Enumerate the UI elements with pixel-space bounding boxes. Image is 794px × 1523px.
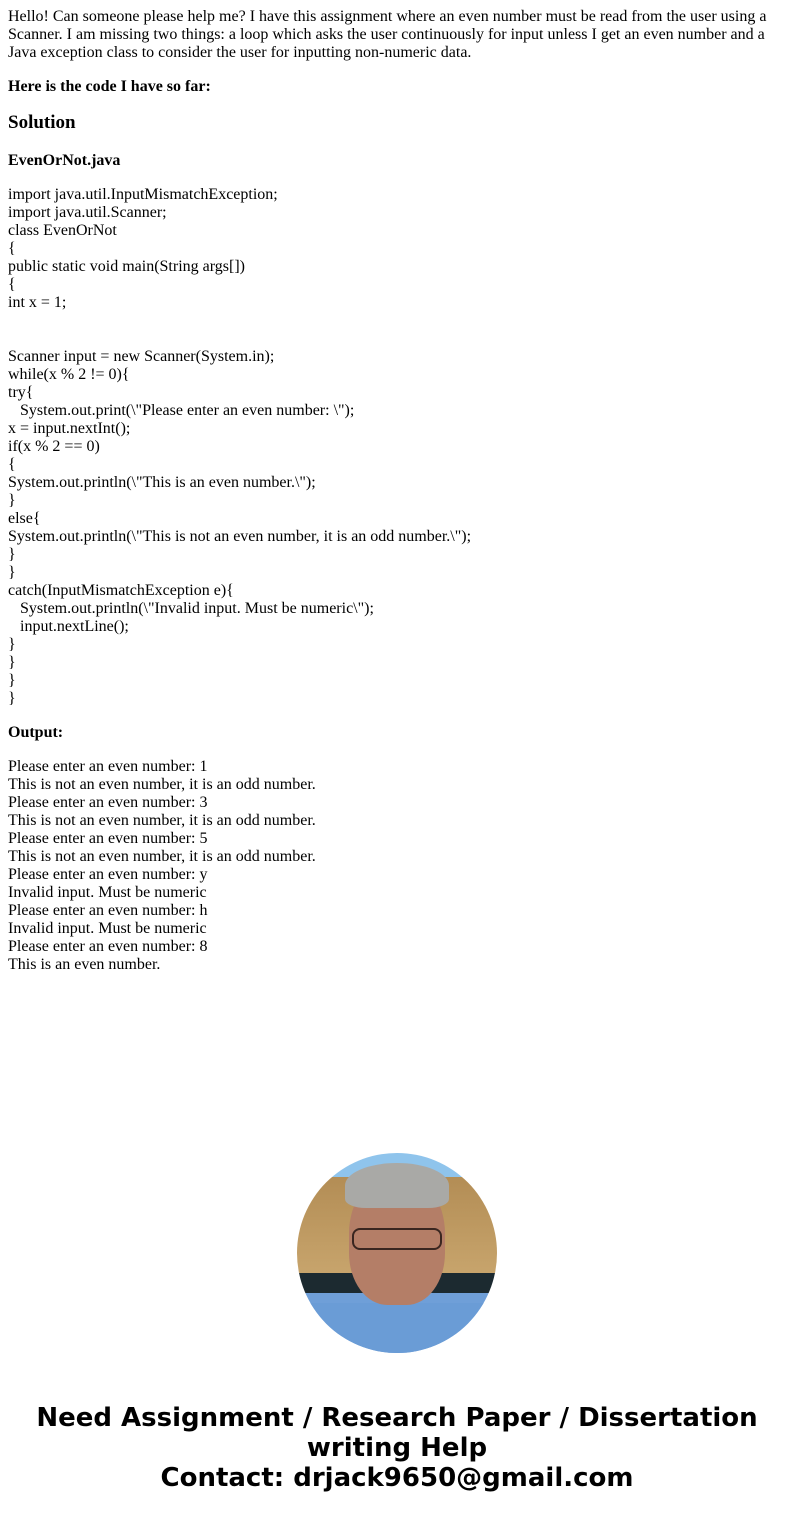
filename: EvenOrNot.java [8,152,121,169]
author-photo [297,1153,497,1353]
code-line: catch(InputMismatchException e){ [8,582,234,599]
code-line: } [8,636,16,653]
output-line: Please enter an even number: 5 [8,830,208,847]
code-line: } [8,690,16,707]
code-line: if(x % 2 == 0) [8,438,100,455]
code-line: } [8,546,16,563]
shirt [297,1303,497,1353]
code-line: while(x % 2 != 0){ [8,366,130,383]
code-line: { [8,276,16,293]
code-line [8,312,786,330]
code-line: Scanner input = new Scanner(System.in); [8,348,275,365]
code-line: else{ [8,510,41,527]
output-line: This is not an even number, it is an odd number. [8,848,316,865]
code-line: public static void main(String args[]) [8,258,245,275]
output-line: Invalid input. Must be numeric [8,920,207,937]
glasses-icon [352,1228,442,1250]
output-line: This is not an even number, it is an odd number. [8,812,316,829]
code-line: System.out.println(\"This is not an even number, it is an odd number.\"); [8,528,472,545]
code-intro: Here is the code I have so far: [8,78,211,95]
code-line: System.out.println(\"Invalid input. Must be numeric\"); [8,600,374,617]
code-line: System.out.println(\"This is an even number.\"); [8,474,316,491]
code-line: class EvenOrNot [8,222,117,239]
output-line: Please enter an even number: 3 [8,794,208,811]
hair [345,1163,449,1208]
code-line: try{ [8,384,34,401]
code-line: { [8,456,16,473]
code-line: input.nextLine(); [8,618,129,635]
code-line: int x = 1; [8,294,67,311]
code-line: } [8,492,16,509]
footer-ad [0,1403,794,1493]
code-line: } [8,672,16,689]
code-line: import java.util.InputMismatchException; [8,186,278,203]
code-line: import java.util.Scanner; [8,204,167,221]
code-line: { [8,240,16,257]
output-block [8,758,786,974]
footer-contact: Contact: drjack9650@gmail.com [160,1463,634,1493]
output-line: This is not an even number, it is an odd number. [8,776,316,793]
output-line: Please enter an even number: h [8,902,208,919]
footer-line: writing Help [306,1433,488,1463]
output-label: Output: [8,724,64,741]
question-text: Hello! Can someone please help me? I have this assignment where an even number must be read from the user using a Scanner. I am missing two things: a loop which asks the user continuously for input unless I get an even number and a Java exception class to consider the user for inputting non-numeric data. [8,8,767,61]
output-line: Please enter an even number: 8 [8,938,208,955]
output-line: This is an even number. [8,956,161,973]
footer-line: Need Assignment / Research Paper / Dissertation [36,1403,758,1433]
code-block [8,186,786,708]
code-line: System.out.print(\"Please enter an even number: \"); [8,402,355,419]
solution-heading: Solution [8,112,76,133]
code-line: x = input.nextInt(); [8,420,131,437]
output-line: Please enter an even number: 1 [8,758,208,775]
code-line: } [8,654,16,671]
code-line: } [8,564,16,581]
code-line [8,330,786,348]
output-line: Please enter an even number: y [8,866,208,883]
output-line: Invalid input. Must be numeric [8,884,207,901]
